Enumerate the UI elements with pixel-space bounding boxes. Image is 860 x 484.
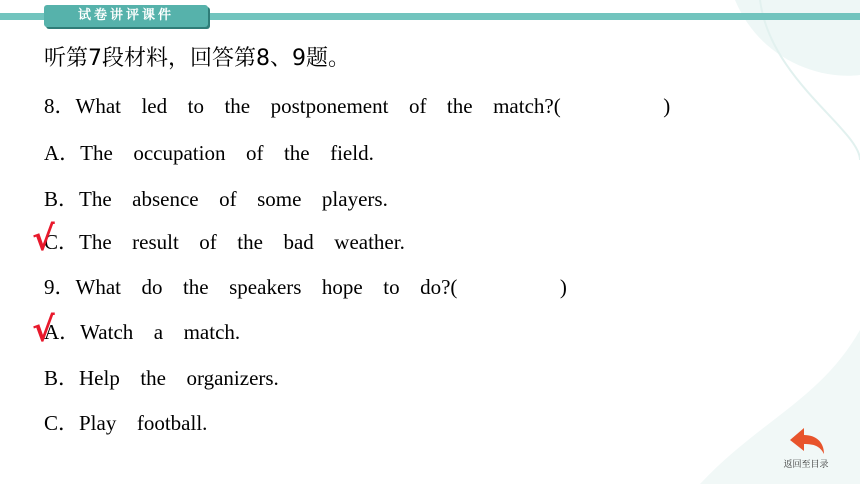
question-8-stem: 8．What led to the postponement of the match?( ) — [44, 94, 671, 118]
question-8-option-a: A．The occupation of the field. — [44, 141, 374, 165]
question-8-option-b: B．The absence of some players. — [44, 187, 388, 211]
question-9-option-c: C．Play football. — [44, 411, 208, 435]
question-8-option-c: C．The result of the bad weather. — [44, 230, 405, 254]
return-to-contents-button[interactable] — [776, 426, 836, 472]
return-arrow-icon — [776, 426, 836, 458]
question-9-option-b: B．Help the organizers. — [44, 366, 279, 390]
question-9-stem: 9．What do the speakers hope to do?( ) — [44, 275, 567, 299]
answer-check-mark: √ — [32, 310, 55, 350]
section-title: 听第7段材料，回答第8、9题。 — [44, 46, 350, 71]
header-tag: 试卷讲评课件 — [44, 5, 208, 27]
answer-check-mark: √ — [32, 219, 55, 259]
return-to-contents-label: 返回至目录 — [783, 460, 829, 470]
question-9-option-a: A．Watch a match. — [44, 320, 241, 344]
